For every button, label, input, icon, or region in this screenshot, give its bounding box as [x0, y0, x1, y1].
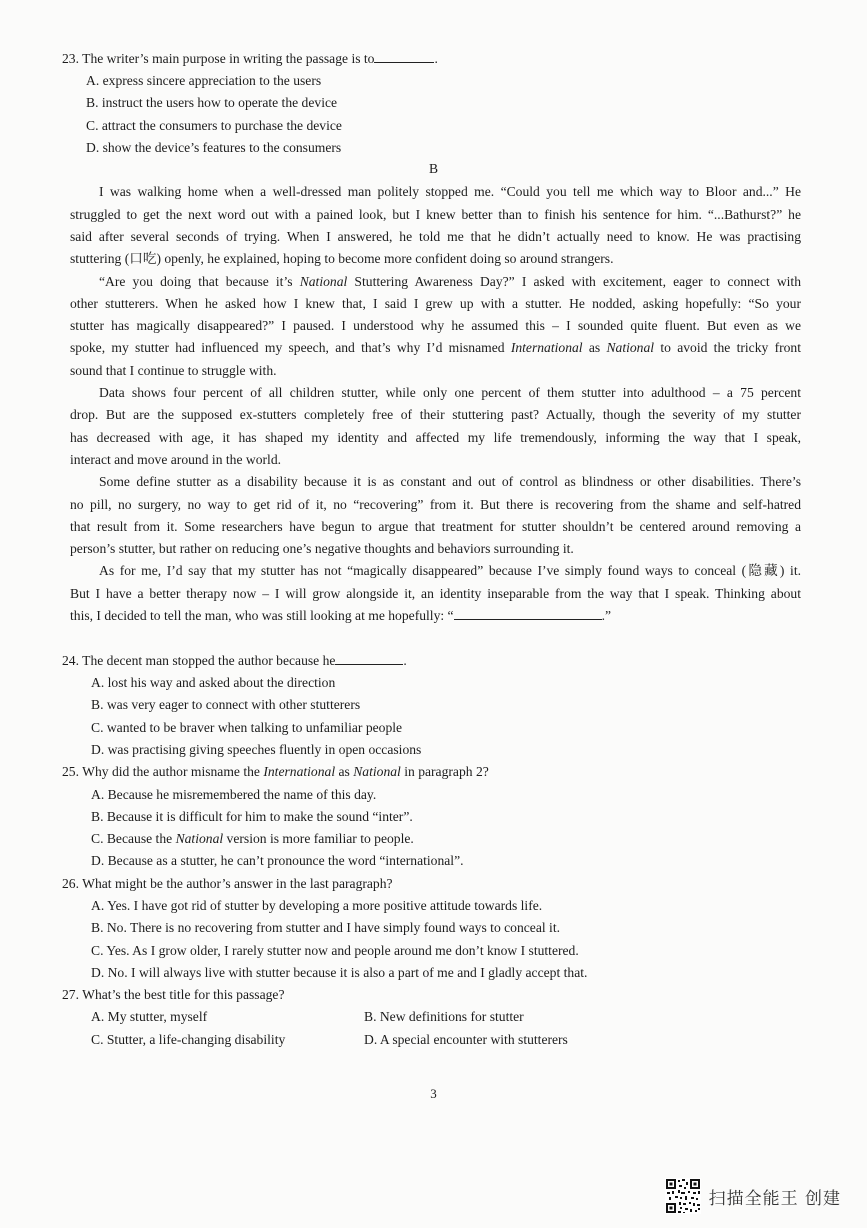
- q25-option-d: D. Because as a stutter, he can’t pronounce the word “international”.: [91, 853, 464, 868]
- q25-stem: 25. Why did the author misname the International as National in paragraph 2?: [62, 764, 489, 779]
- passage-p4-line3: that result from it. Some researchers have begun to argue that treatment for stutter shouldn’t be centered around removing a: [70, 519, 801, 534]
- q26-option-c: C. Yes. As I grow older, I rarely stutter now and people around me don’t know I stuttered.: [91, 943, 579, 958]
- q24-answer-blank: [335, 652, 403, 665]
- q25-option-b: B. Because it is difficult for him to make the sound “inter”.: [91, 809, 413, 824]
- q24-option-c: C. wanted to be braver when talking to unfamiliar people: [91, 720, 403, 735]
- q26-stem: 26. What might be the author’s answer in the last paragraph?: [62, 876, 393, 891]
- passage-p2-line3: stutter has magically disappeared?” I paused. I understood why he assumed this – I sounded quite fluent. But even as we: [70, 318, 801, 333]
- q24-option-d: D. was practising giving speeches fluently in open occasions: [91, 742, 422, 757]
- passage-p2-line4: spoke, my stutter had influenced my speech, and that’s why I’d misnamed International as National to avoid the tricky front: [70, 340, 801, 355]
- q27-option-d: D. A special encounter with stutterers: [364, 1032, 568, 1047]
- q27-stem: 27. What’s the best title for this passage?: [62, 987, 285, 1002]
- q26-option-b: B. No. There is no recovering from stutter and I have simply found ways to conceal it.: [91, 920, 560, 935]
- q24-option-a: A. lost his way and asked about the direction: [91, 675, 336, 690]
- passage-p3-line4: interact and move around in the world.: [70, 452, 282, 467]
- passage-p2-line2: other stutterers. When he asked how I knew that, I said I grew up with a stutter. He nodded, asking hopefully: “So your: [70, 296, 801, 311]
- q26-option-a: A. Yes. I have got rid of stutter by developing a more positive attitude towards life.: [91, 898, 543, 913]
- passage-p2-line5: sound that I continue to struggle with.: [70, 363, 277, 378]
- q23-option-a: A. express sincere appreciation to the users: [86, 73, 322, 88]
- q23-option-b: B. instruct the users how to operate the device: [86, 95, 338, 110]
- passage-p5-line3: this, I decided to tell the man, who was still looking at me hopefully: “ .”: [70, 608, 612, 623]
- section-label: B: [428, 161, 439, 176]
- passage-p4-line1: Some define stutter as a disability because it is as constant and out of control as blindness or other disabilities. There’s: [99, 474, 801, 489]
- q27-option-a: A. My stutter, myself: [91, 1009, 208, 1024]
- q23-stem: 23. The writer’s main purpose in writing the passage is to .: [62, 51, 438, 66]
- scanner-watermark-text: 扫描全能王 创建: [708, 1188, 841, 1209]
- qr-code-icon: [665, 1178, 701, 1214]
- page-number: 3: [430, 1086, 437, 1101]
- q26-option-d: D. No. I will always live with stutter because it is also a part of me and I gladly accept that.: [91, 965, 588, 980]
- passage-answer-blank: [454, 607, 602, 620]
- passage-p4-line2: no pill, no surgery, no way to get rid of it, no “recovering” from it. But there is recovering from the shame and self-hatred: [70, 497, 801, 512]
- passage-p1-line4: stuttering (口吃) openly, he explained, hoping to become more confident doing so around strangers.: [70, 251, 614, 266]
- passage-p1-line1: I was walking home when a well-dressed man politely stopped me. “Could you tell me which way to Bloor and...” He: [99, 184, 801, 199]
- passage-p5-line2: But I have a better therapy now – I will grow alongside it, an identity inseparable from the way that I speak. Thinking about: [70, 586, 801, 601]
- q24-stem: 24. The decent man stopped the author because he .: [62, 653, 407, 668]
- passage-p3-line1: Data shows four percent of all children stutter, while only one percent of them stutter into adulthood – a 75 percent: [99, 385, 801, 400]
- q27-option-c: C. Stutter, a life-changing disability: [91, 1032, 286, 1047]
- q23-answer-blank: [374, 50, 434, 63]
- q27-option-b: B. New definitions for stutter: [364, 1009, 524, 1024]
- q25-option-a: A. Because he misremembered the name of this day.: [91, 787, 377, 802]
- q25-option-c: C. Because the National version is more familiar to people.: [91, 831, 414, 846]
- passage-p1-line3: said after several seconds of trying. When I answered, he told me that he didn’t actually need to know. He was practising: [70, 229, 801, 244]
- passage-p2-line1: “Are you doing that because it’s National Stuttering Awareness Day?” I asked with excitement, eager to connect with: [99, 274, 801, 289]
- q24-option-b: B. was very eager to connect with other stutterers: [91, 697, 361, 712]
- passage-p3-line3: has decreased with age, it has shaped my identity and affected my life tremendously, informing the way that I speak,: [70, 430, 801, 445]
- passage-p3-line2: drop. But are the supposed ex-stutters completely free of their stuttering past? Actually, though the severity of my stutter: [70, 407, 801, 422]
- q23-option-c: C. attract the consumers to purchase the device: [86, 118, 342, 133]
- passage-p1-line2: struggled to get the next word out with a pained look, but I knew better than to finish his sentence for him. “...Bathurst?” he: [70, 207, 801, 222]
- scanner-watermark: [665, 1178, 841, 1214]
- q23-option-d: D. show the device’s features to the consumers: [86, 140, 342, 155]
- passage-p4-line4: person’s stutter, but rather on reducing one’s negative thoughts and behaviors surrounding it.: [70, 541, 574, 556]
- passage-p5-line1: As for me, I’d say that my stutter has not “magically disappeared” because I’ve simply found ways to conceal (隐藏) it.: [99, 563, 801, 578]
